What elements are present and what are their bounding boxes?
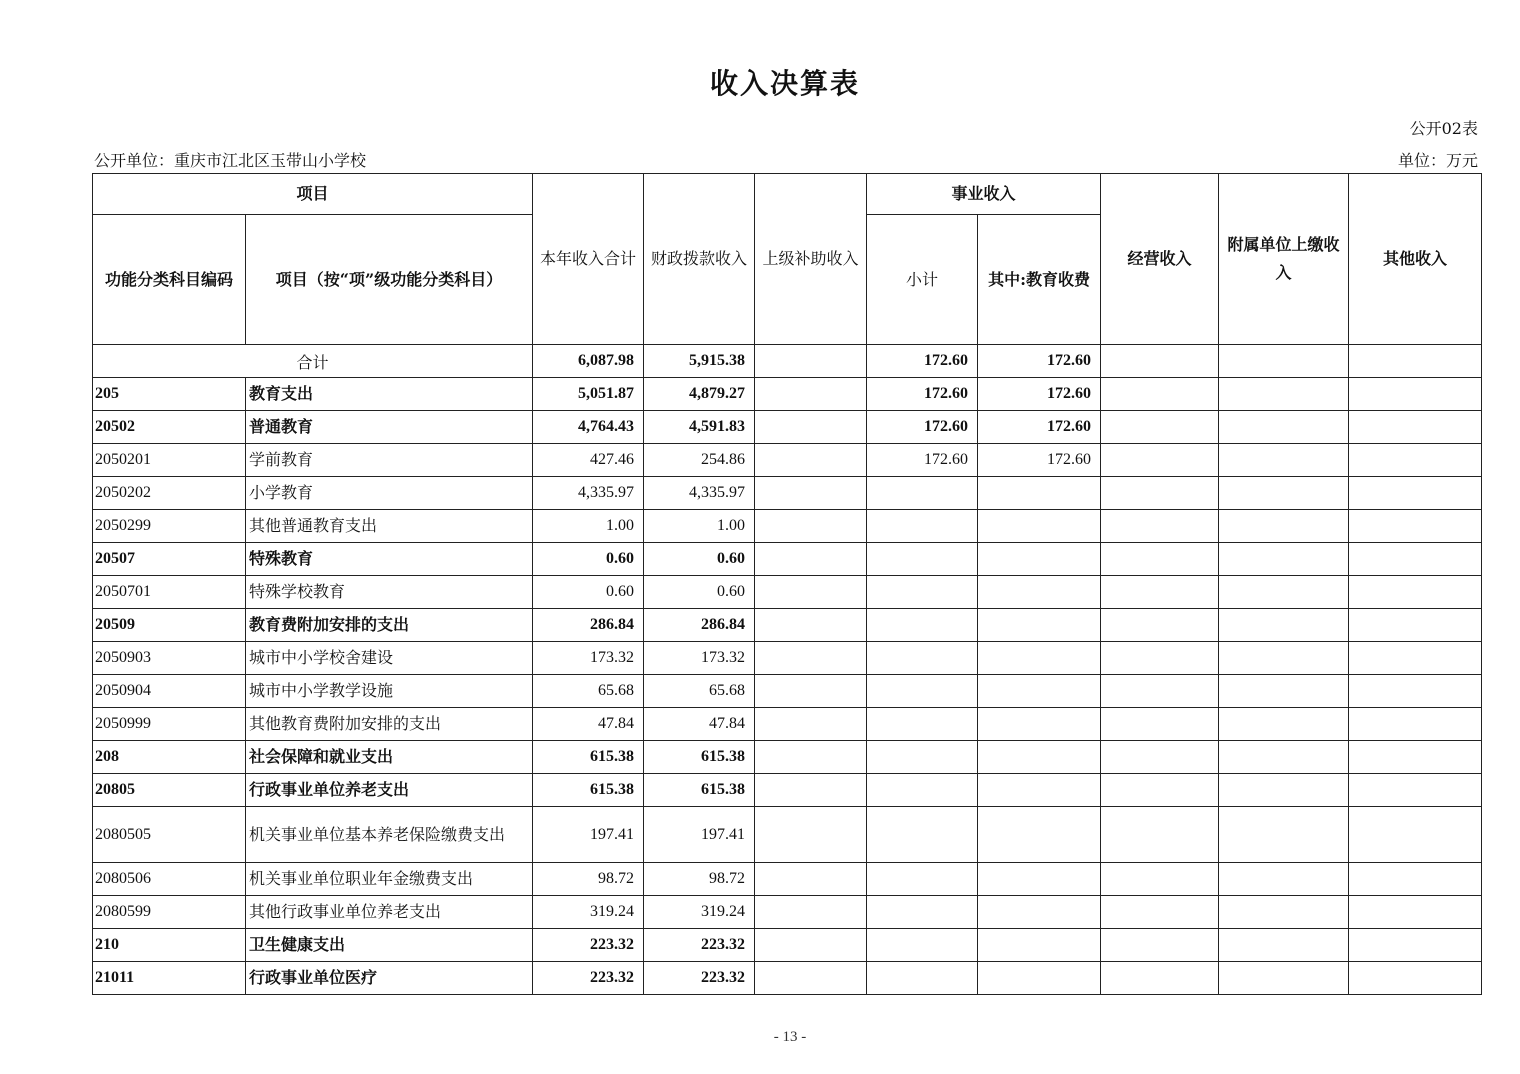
header-subtotal: 小计 <box>867 215 978 345</box>
table-row <box>93 807 1482 863</box>
row-affiliate <box>1219 708 1349 741</box>
header-name: 项目（按“项”级功能分类科目） <box>246 215 533 345</box>
reporting-unit: 公开单位：重庆市江北区玉带山小学校 <box>94 151 367 170</box>
row-code: 20509 <box>93 609 246 642</box>
row-other <box>1349 543 1482 576</box>
row-edu-fee <box>978 543 1101 576</box>
row-total: 0.60 <box>533 543 644 576</box>
header-affiliate: 附属单位上缴收入 <box>1219 174 1349 345</box>
table-row <box>93 543 1482 576</box>
row-subtotal: 172.60 <box>867 378 978 411</box>
row-subtotal <box>867 896 978 929</box>
row-operating <box>1101 896 1219 929</box>
table-row <box>93 642 1482 675</box>
row-operating <box>1101 378 1219 411</box>
row-edu-fee: 172.60 <box>978 411 1101 444</box>
row-total: 65.68 <box>533 675 644 708</box>
row-superior <box>755 807 867 863</box>
row-subtotal <box>867 477 978 510</box>
row-total: 223.32 <box>533 929 644 962</box>
row-edu-fee <box>978 929 1101 962</box>
row-total: 427.46 <box>533 444 644 477</box>
row-other <box>1349 642 1482 675</box>
row-total: 173.32 <box>533 642 644 675</box>
table-row <box>93 378 1482 411</box>
row-edu-fee <box>978 477 1101 510</box>
row-subtotal <box>867 510 978 543</box>
row-name: 小学教育 <box>246 477 533 510</box>
row-fiscal: 615.38 <box>644 741 755 774</box>
total-other <box>1349 345 1482 378</box>
row-code: 2050201 <box>93 444 246 477</box>
row-fiscal: 286.84 <box>644 609 755 642</box>
row-fiscal: 4,591.83 <box>644 411 755 444</box>
table-row <box>93 863 1482 896</box>
row-name: 特殊学校教育 <box>246 576 533 609</box>
row-other <box>1349 609 1482 642</box>
row-affiliate <box>1219 741 1349 774</box>
currency-unit: 单位：万元 <box>1397 151 1478 170</box>
row-superior <box>755 477 867 510</box>
row-total: 98.72 <box>533 863 644 896</box>
row-other <box>1349 708 1482 741</box>
row-superior <box>755 609 867 642</box>
row-other <box>1349 675 1482 708</box>
row-total: 615.38 <box>533 741 644 774</box>
row-code: 205 <box>93 378 246 411</box>
row-affiliate <box>1219 543 1349 576</box>
total-subtotal: 172.60 <box>867 345 978 378</box>
row-other <box>1349 378 1482 411</box>
row-operating <box>1101 774 1219 807</box>
total-label: 合计 <box>93 345 533 378</box>
row-fiscal: 65.68 <box>644 675 755 708</box>
row-affiliate <box>1219 444 1349 477</box>
row-fiscal: 223.32 <box>644 929 755 962</box>
row-name: 特殊教育 <box>246 543 533 576</box>
row-fiscal: 4,879.27 <box>644 378 755 411</box>
row-affiliate <box>1219 896 1349 929</box>
row-superior <box>755 708 867 741</box>
row-other <box>1349 896 1482 929</box>
table-row <box>93 896 1482 929</box>
row-operating <box>1101 962 1219 995</box>
row-code: 2080506 <box>93 863 246 896</box>
row-subtotal <box>867 609 978 642</box>
row-subtotal <box>867 863 978 896</box>
table-row <box>93 708 1482 741</box>
row-other <box>1349 411 1482 444</box>
row-edu-fee <box>978 609 1101 642</box>
row-superior <box>755 510 867 543</box>
row-operating <box>1101 929 1219 962</box>
row-operating <box>1101 477 1219 510</box>
row-operating <box>1101 411 1219 444</box>
page-number: - 13 - <box>773 1029 807 1045</box>
row-other <box>1349 477 1482 510</box>
row-edu-fee <box>978 741 1101 774</box>
row-name: 行政事业单位医疗 <box>246 962 533 995</box>
row-superior <box>755 675 867 708</box>
header-edu-fee: 其中:教育收费 <box>978 215 1101 345</box>
row-name: 卫生健康支出 <box>246 929 533 962</box>
total-superior <box>755 345 867 378</box>
row-code: 2050903 <box>93 642 246 675</box>
row-name: 教育支出 <box>246 378 533 411</box>
header-other: 其他收入 <box>1349 174 1482 345</box>
row-fiscal: 47.84 <box>644 708 755 741</box>
row-subtotal <box>867 708 978 741</box>
row-code: 210 <box>93 929 246 962</box>
header-project-group: 项目 <box>93 174 533 215</box>
row-name: 其他普通教育支出 <box>246 510 533 543</box>
row-name: 学前教育 <box>246 444 533 477</box>
row-total: 197.41 <box>533 807 644 863</box>
row-affiliate <box>1219 576 1349 609</box>
row-total: 1.00 <box>533 510 644 543</box>
row-subtotal: 172.60 <box>867 411 978 444</box>
row-superior <box>755 962 867 995</box>
row-subtotal <box>867 741 978 774</box>
row-superior <box>755 774 867 807</box>
row-superior <box>755 378 867 411</box>
row-affiliate <box>1219 962 1349 995</box>
row-name: 机关事业单位职业年金缴费支出 <box>246 863 533 896</box>
row-code: 2050202 <box>93 477 246 510</box>
row-other <box>1349 774 1482 807</box>
row-affiliate <box>1219 774 1349 807</box>
page-title: 收入决算表 <box>709 67 860 100</box>
row-operating <box>1101 708 1219 741</box>
header-superior: 上级补助收入 <box>755 174 867 345</box>
row-fiscal: 173.32 <box>644 642 755 675</box>
row-total: 5,051.87 <box>533 378 644 411</box>
row-code: 2080505 <box>93 807 246 863</box>
row-operating <box>1101 609 1219 642</box>
row-operating <box>1101 444 1219 477</box>
row-total: 223.32 <box>533 962 644 995</box>
table-header <box>93 174 1482 345</box>
row-fiscal: 98.72 <box>644 863 755 896</box>
row-code: 21011 <box>93 962 246 995</box>
row-code: 2080599 <box>93 896 246 929</box>
income-table <box>92 173 1482 995</box>
header-total: 本年收入合计 <box>533 174 644 345</box>
row-fiscal: 1.00 <box>644 510 755 543</box>
row-code: 2050701 <box>93 576 246 609</box>
row-superior <box>755 896 867 929</box>
row-name: 其他行政事业单位养老支出 <box>246 896 533 929</box>
row-edu-fee <box>978 774 1101 807</box>
row-other <box>1349 444 1482 477</box>
table-row <box>93 477 1482 510</box>
row-code: 2050904 <box>93 675 246 708</box>
row-other <box>1349 576 1482 609</box>
row-subtotal: 172.60 <box>867 444 978 477</box>
total-row <box>93 345 1482 378</box>
row-total: 47.84 <box>533 708 644 741</box>
row-subtotal <box>867 929 978 962</box>
row-other <box>1349 863 1482 896</box>
row-superior <box>755 642 867 675</box>
table-row <box>93 444 1482 477</box>
header-business-group: 事业收入 <box>867 174 1101 215</box>
row-edu-fee <box>978 642 1101 675</box>
row-subtotal <box>867 675 978 708</box>
row-fiscal: 254.86 <box>644 444 755 477</box>
total-edu-fee: 172.60 <box>978 345 1101 378</box>
row-operating <box>1101 576 1219 609</box>
row-subtotal <box>867 543 978 576</box>
table-row <box>93 609 1482 642</box>
row-operating <box>1101 642 1219 675</box>
row-operating <box>1101 807 1219 863</box>
row-superior <box>755 863 867 896</box>
row-total: 615.38 <box>533 774 644 807</box>
row-other <box>1349 741 1482 774</box>
row-superior <box>755 741 867 774</box>
header-fiscal: 财政拨款收入 <box>644 174 755 345</box>
total-total: 6,087.98 <box>533 345 644 378</box>
row-total: 4,764.43 <box>533 411 644 444</box>
row-subtotal <box>867 576 978 609</box>
total-operating <box>1101 345 1219 378</box>
total-affiliate <box>1219 345 1349 378</box>
header-code: 功能分类科目编码 <box>93 215 246 345</box>
row-superior <box>755 543 867 576</box>
row-edu-fee <box>978 807 1101 863</box>
row-fiscal: 0.60 <box>644 543 755 576</box>
row-superior <box>755 411 867 444</box>
total-fiscal: 5,915.38 <box>644 345 755 378</box>
row-fiscal: 197.41 <box>644 807 755 863</box>
row-code: 20805 <box>93 774 246 807</box>
row-affiliate <box>1219 675 1349 708</box>
row-other <box>1349 962 1482 995</box>
row-affiliate <box>1219 477 1349 510</box>
row-code: 208 <box>93 741 246 774</box>
row-name: 城市中小学教学设施 <box>246 675 533 708</box>
row-name: 社会保障和就业支出 <box>246 741 533 774</box>
row-name: 机关事业单位基本养老保险缴费支出 <box>246 807 533 863</box>
row-code: 20502 <box>93 411 246 444</box>
row-edu-fee <box>978 708 1101 741</box>
row-fiscal: 4,335.97 <box>644 477 755 510</box>
row-edu-fee <box>978 863 1101 896</box>
row-other <box>1349 807 1482 863</box>
row-name: 城市中小学校舍建设 <box>246 642 533 675</box>
row-subtotal <box>867 642 978 675</box>
row-subtotal <box>867 962 978 995</box>
row-total: 4,335.97 <box>533 477 644 510</box>
row-total: 286.84 <box>533 609 644 642</box>
row-edu-fee <box>978 675 1101 708</box>
row-edu-fee <box>978 896 1101 929</box>
header-operating: 经营收入 <box>1101 174 1219 345</box>
row-fiscal: 319.24 <box>644 896 755 929</box>
row-operating <box>1101 510 1219 543</box>
row-operating <box>1101 863 1219 896</box>
row-code: 2050999 <box>93 708 246 741</box>
table-row <box>93 774 1482 807</box>
row-affiliate <box>1219 929 1349 962</box>
table-row <box>93 741 1482 774</box>
row-operating <box>1101 543 1219 576</box>
row-name: 行政事业单位养老支出 <box>246 774 533 807</box>
form-number: 公开02表 <box>1409 119 1478 138</box>
table-row <box>93 962 1482 995</box>
row-superior <box>755 929 867 962</box>
row-fiscal: 615.38 <box>644 774 755 807</box>
row-name: 普通教育 <box>246 411 533 444</box>
row-edu-fee: 172.60 <box>978 378 1101 411</box>
row-affiliate <box>1219 609 1349 642</box>
row-fiscal: 0.60 <box>644 576 755 609</box>
row-affiliate <box>1219 411 1349 444</box>
row-other <box>1349 929 1482 962</box>
table-row <box>93 411 1482 444</box>
row-edu-fee <box>978 962 1101 995</box>
table-body <box>93 345 1482 995</box>
row-other <box>1349 510 1482 543</box>
row-code: 2050299 <box>93 510 246 543</box>
row-affiliate <box>1219 807 1349 863</box>
row-subtotal <box>867 807 978 863</box>
row-name: 其他教育费附加安排的支出 <box>246 708 533 741</box>
row-total: 0.60 <box>533 576 644 609</box>
row-subtotal <box>867 774 978 807</box>
row-operating <box>1101 675 1219 708</box>
row-superior <box>755 444 867 477</box>
row-affiliate <box>1219 642 1349 675</box>
row-fiscal: 223.32 <box>644 962 755 995</box>
row-name: 教育费附加安排的支出 <box>246 609 533 642</box>
table-row <box>93 576 1482 609</box>
table-row <box>93 675 1482 708</box>
row-code: 20507 <box>93 543 246 576</box>
row-superior <box>755 576 867 609</box>
row-edu-fee <box>978 576 1101 609</box>
row-affiliate <box>1219 510 1349 543</box>
row-total: 319.24 <box>533 896 644 929</box>
row-operating <box>1101 741 1219 774</box>
table-row <box>93 929 1482 962</box>
row-edu-fee <box>978 510 1101 543</box>
row-affiliate <box>1219 378 1349 411</box>
row-edu-fee: 172.60 <box>978 444 1101 477</box>
table-row <box>93 510 1482 543</box>
row-affiliate <box>1219 863 1349 896</box>
